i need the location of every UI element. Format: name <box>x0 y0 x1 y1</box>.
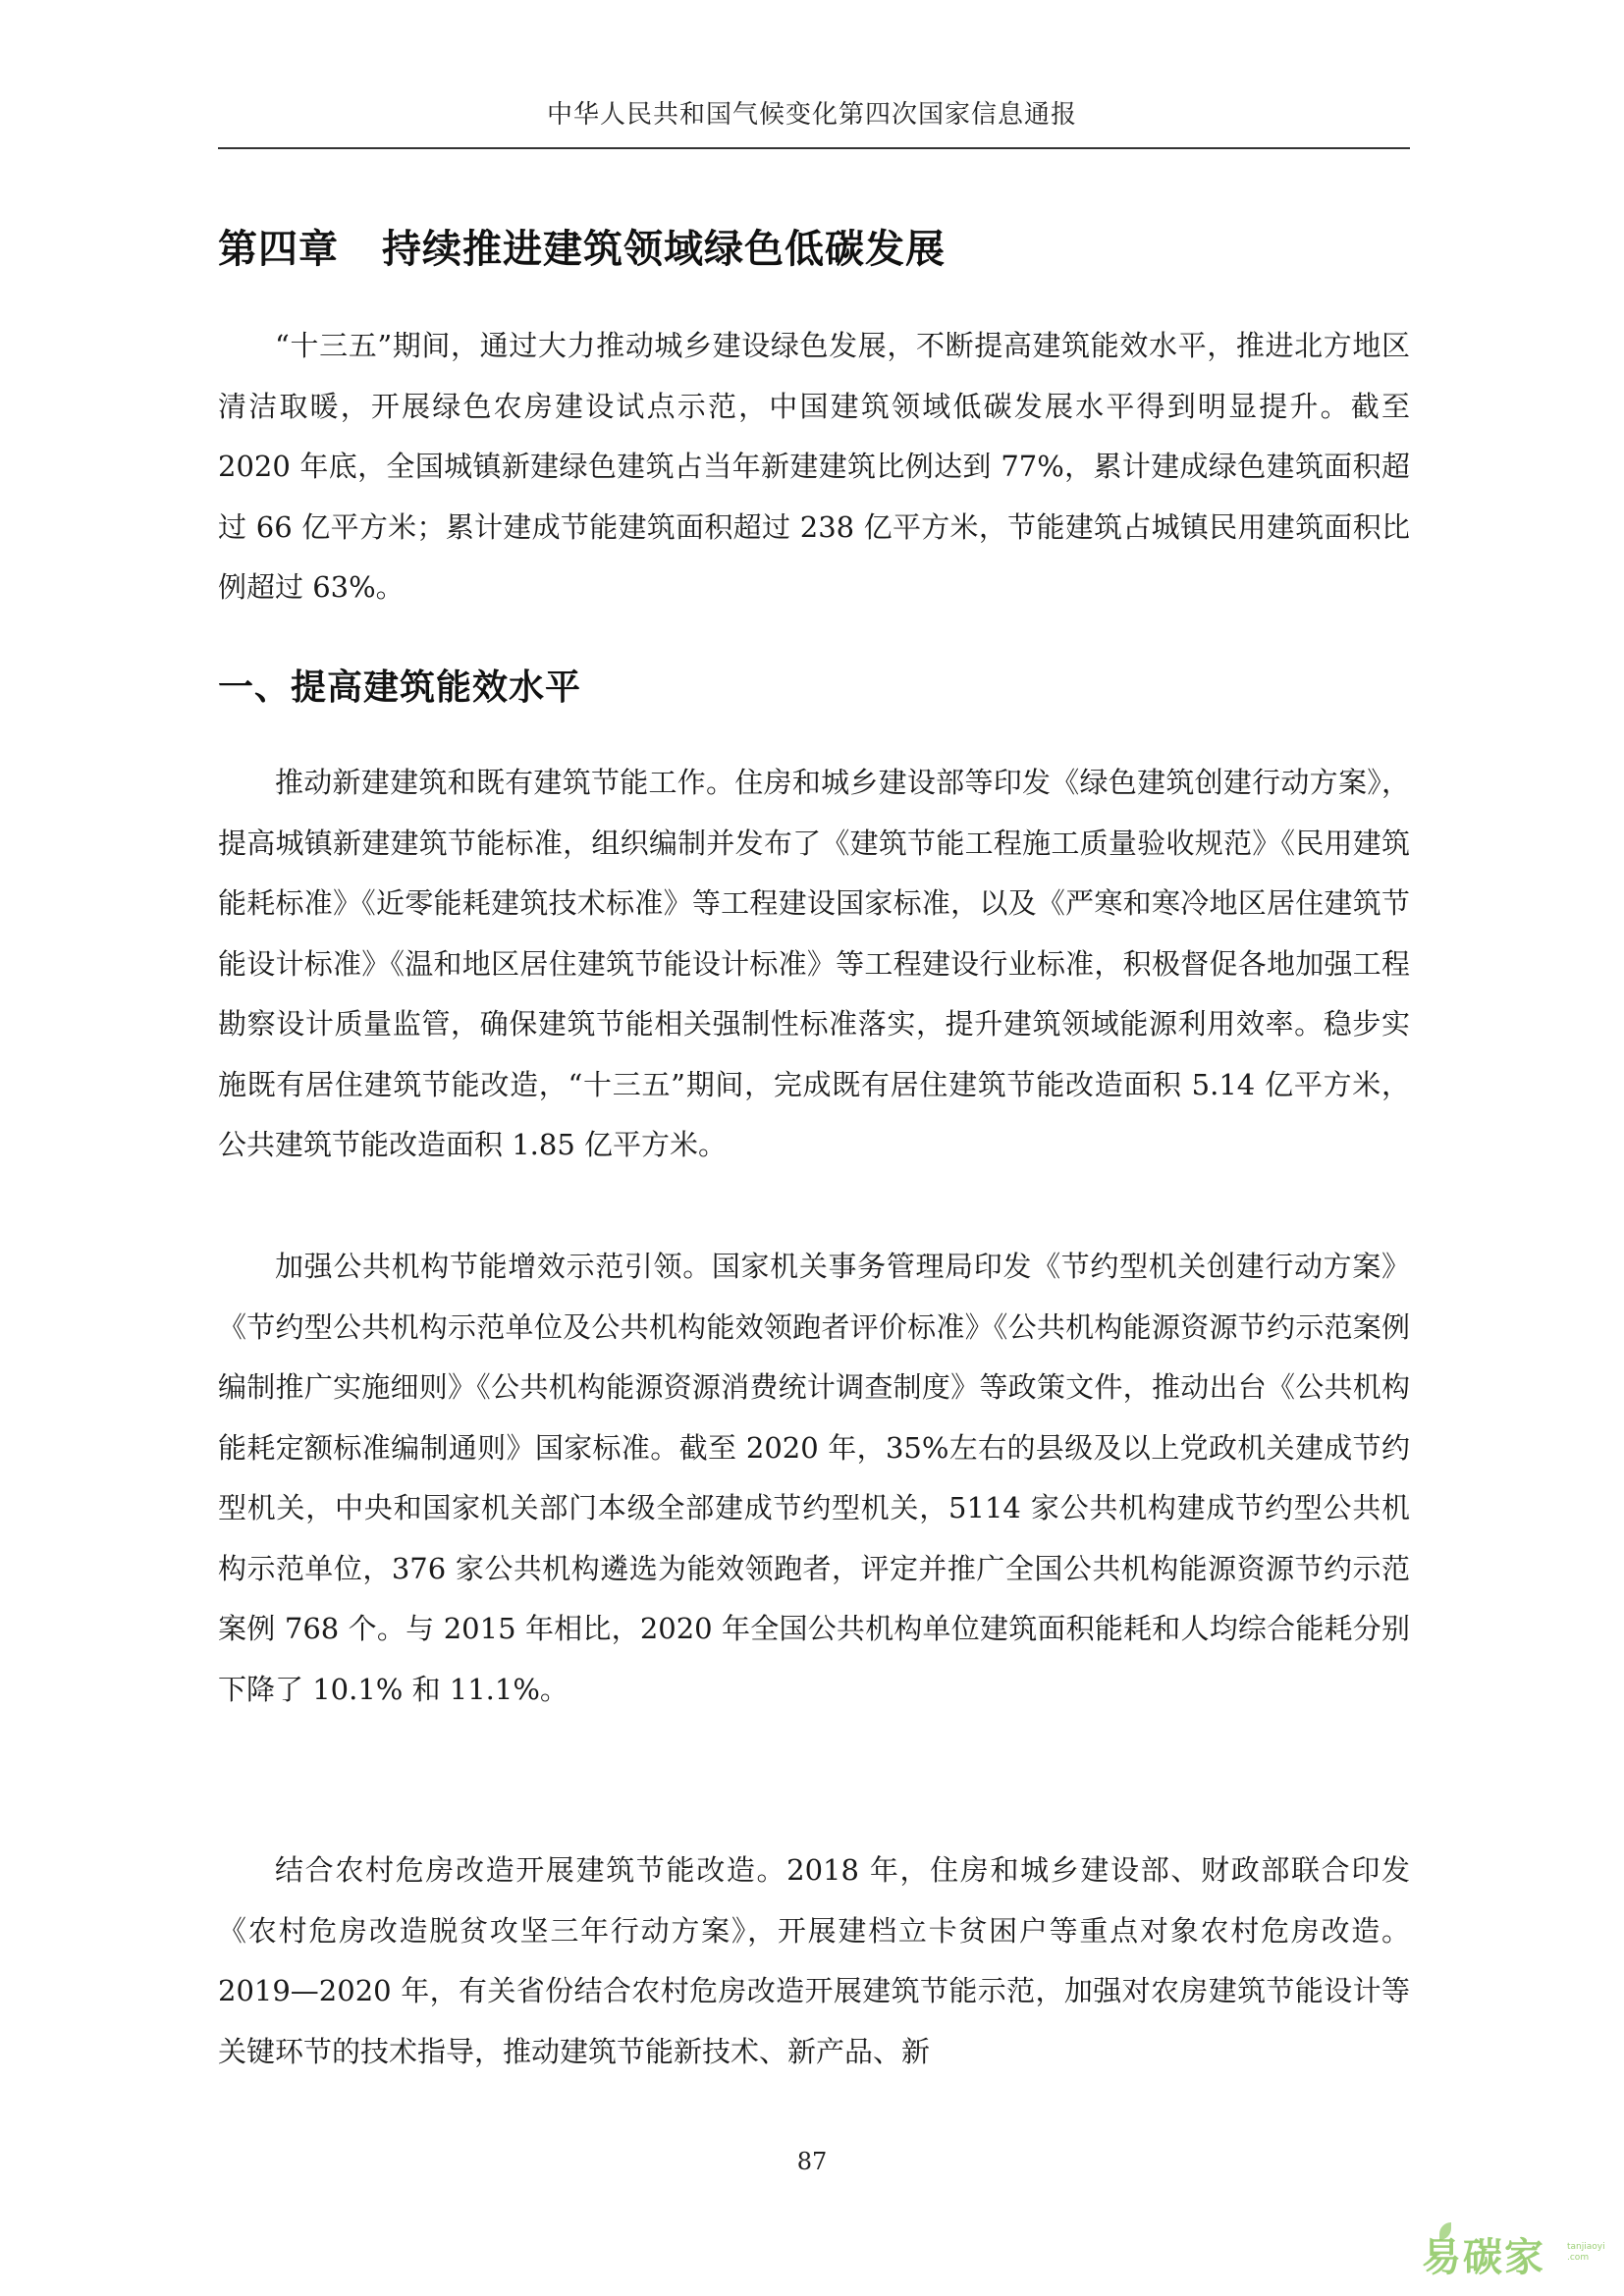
paragraph-building-energy: 推动新建建筑和既有建筑节能工作。住房和城乡建设部等印发《绿色建筑创建行动方案》，提高城镇新建建筑节能标准，组织编制并发布了《建筑节能工程施工质量验收规范》《民用建筑能耗标准》《近零能耗建筑技术标准》等工程建设国家标准，以及《严寒和寒冷地区居住建筑节能设计标准》《温和地区居住建筑节能设计标准》等工程建设行业标准，积极督促各地加强工程勘察设计质量监管，确保建筑节能相关强制性标准落实，提升建筑领域能源利用效率。稳步实施既有居住建筑节能改造，“十三五”期间，完成既有居住建筑节能改造面积 5.14 亿平方米，公共建筑节能改造面积 1.85 亿平方米。 <box>218 766 1410 1161</box>
chapter-title: 持续推进建筑领域绿色低碳发展 <box>382 227 946 272</box>
header-rule <box>218 147 1410 149</box>
paragraph-public-institutions: 加强公共机构节能增效示范引领。国家机关事务管理局印发《节约型机关创建行动方案》《节约型公共机构示范单位及公共机构能效领跑者评价标准》《公共机构能源资源节约示范案例编制推广实施细则》《公共机构能源资源消费统计调查制度》等政策文件，推动出台《公共机构能耗定额标准编制通则》国家标准。截至 2020 年，35%左右的县级及以上党政机关建成节约型机关，中央和国家机关部门本级全部建成节约型机关，5114 家公共机构建成节约型公共机构示范单位，376 家公共机构遴选为能效领跑者，评定并推广全国公共机构能源资源节约示范案例 768 个。与 2015 年相比，2020 年全国公共机构单位建筑面积能耗和人均综合能耗分别下降了 10.1% 和 11.1%。 <box>218 1250 1410 1706</box>
paragraph-intro: “十三五”期间，通过大力推动城乡建设绿色发展，不断提高建筑能效水平，推进北方地区清洁取暖，开展绿色农房建设试点示范，中国建筑领域低碳发展水平得到明显提升。截至 2020 年底，全国城镇新建绿色建筑占当年新建建筑比例达到 77%，累计建成绿色建筑面积超过 66 亿平方米；累计建成节能建筑面积超过 238 亿平方米，节能建筑占城镇民用建筑面积比例超过 63%。 <box>218 329 1410 604</box>
watermark-domain-line1: tanjiaoyi <box>1567 2242 1605 2252</box>
chapter-heading <box>218 218 946 274</box>
paragraph-rural-housing: 结合农村危房改造开展建筑节能改造。2018 年，住房和城乡建设部、财政部联合印发《农村危房改造脱贫攻坚三年行动方案》，开展建档立卡贫困户等重点对象农村危房改造。2019—2020 年，有关省份结合农村危房改造开展建筑节能示范，加强对农房建筑节能设计等关键环节的技术指导，推动建筑节能新技术、新产品、新 <box>218 1853 1410 2068</box>
watermark-domain-line2: .com <box>1567 2253 1590 2263</box>
watermark-domain <box>1567 2242 1605 2264</box>
watermark-brand: 易碳家 <box>1422 2235 1545 2280</box>
brand-watermark <box>1422 2222 1608 2281</box>
chapter-number: 第四章 <box>218 227 339 272</box>
section-heading: 一、提高建筑能效水平 <box>218 667 582 708</box>
running-header: 中华人民共和国气候变化第四次国家信息通报 <box>546 100 1077 130</box>
page-number: 87 <box>796 2148 828 2175</box>
